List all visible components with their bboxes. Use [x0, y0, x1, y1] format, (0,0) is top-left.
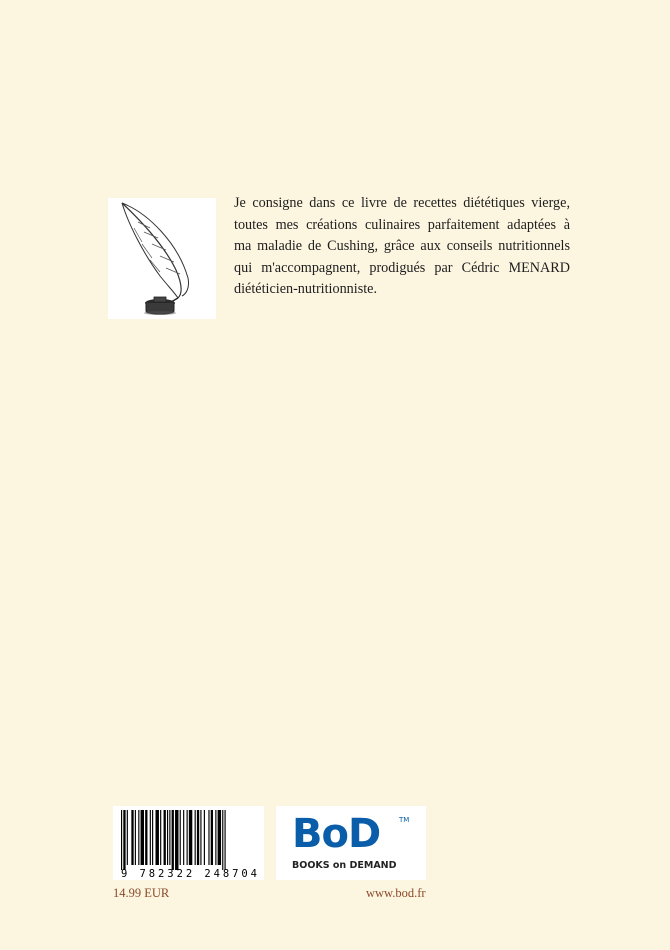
barcode-bar	[138, 810, 139, 865]
barcode-bar	[121, 810, 122, 870]
bod-tagline: BOOKS on DEMAND	[292, 860, 397, 871]
barcode-bar	[172, 810, 174, 870]
barcode-bar	[183, 810, 184, 865]
blurb-line: Je consigne dans ce livre de recettes diététiques vierge,	[234, 195, 570, 211]
barcode-bar	[204, 810, 205, 865]
barcode-bar	[167, 810, 168, 865]
barcode-bar	[175, 810, 178, 870]
barcode-bar	[141, 810, 144, 865]
barcode-bar	[123, 810, 125, 870]
blurb-line: diététicien-nutritionniste.	[234, 281, 378, 297]
bod-brand: BoD	[292, 811, 381, 857]
barcode-bar	[164, 810, 166, 865]
barcode-bar	[197, 810, 199, 865]
barcode-graphic	[113, 806, 264, 880]
trademark-mark: TM	[399, 816, 410, 824]
price-label: 14.99 EUR	[113, 886, 170, 900]
barcode-bar	[131, 810, 133, 865]
barcode-bar	[135, 810, 136, 865]
barcode-bar	[152, 810, 153, 865]
barcode-bar	[156, 810, 159, 865]
barcode-bar	[222, 810, 223, 870]
quill-inkwell-icon	[108, 198, 216, 319]
barcode-bar	[169, 810, 170, 865]
blurb-line: toutes mes créations culinaires parfaitement adaptées à	[234, 216, 570, 233]
publisher-website: www.bod.fr	[366, 886, 426, 900]
barcode-bar	[218, 810, 221, 865]
barcode-bar	[187, 810, 188, 865]
barcode-bar	[189, 810, 192, 865]
quill-inkwell-illustration	[108, 198, 216, 319]
barcode-bar	[215, 810, 216, 865]
blurb-line: ma maladie de Cushing, grâce aux conseils nutritionnels	[234, 238, 570, 254]
barcode-bar	[180, 810, 181, 865]
publisher-logo	[276, 806, 426, 880]
blurb-line: qui m'accompagnent, prodigués par Cédric MENARD	[234, 259, 570, 276]
barcode-bar	[127, 810, 128, 865]
back-cover-blurb	[234, 193, 570, 301]
barcode-bar	[150, 810, 151, 865]
barcode-bar	[200, 810, 201, 865]
barcode-bar	[160, 810, 161, 865]
isbn-digits: 9 782322 248704	[121, 868, 257, 880]
barcode-bar	[208, 810, 209, 865]
isbn-barcode	[113, 806, 264, 880]
barcode-bar	[195, 810, 196, 865]
barcode-bar	[225, 810, 226, 870]
barcode-bar	[211, 810, 213, 865]
barcode-bar	[145, 810, 147, 865]
